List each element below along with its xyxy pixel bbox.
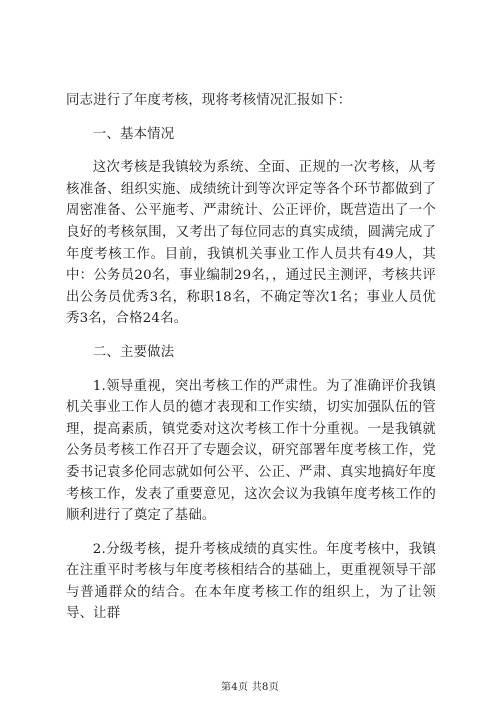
practice-paragraph-1: 1.领导重视，突出考核工作的严肃性。为了准确评价我镇机关事业工作人员的德才表现和工作实绩，切实加强队伍的管理，提高素质，镇党委对这次考核工作十分重视。一是我镇就公务员考核工作召开了专题会议，研究部署年度考核工作，党委书记袁多伦同志就如何公平、公正、严肃、真实地搞好年度考核工作，发表了重要意见，这次会议为我镇年度考核工作的顺利进行了奠定了基础。: [66, 378, 436, 524]
document-body: [66, 90, 436, 625]
practice-paragraph-2: 2.分级考核，提升考核成绩的真实性。年度考核中，我镇在注重平时考核与年度考核相结合的基础上，更重视领导干部与普通群众的结合。在本年度考核工作的组织上，为了让领导、让群: [66, 541, 436, 622]
basic-situation-paragraph: 这次考核是我镇较为系统、全面、正规的一次考核，从考核准备、组织实施、成绩统计到等次评定等各个环节都做到了周密准备、公平施考、严肃统计、公正评价，既营造出了一个良好的考核氛围，又考出了每位同志的真实成绩，圆满完成了年度考核工作。目前，我镇机关事业工作人员共有49人，其中：公务员20名，事业编制29名，，通过民主测评，考核共评出公务员优秀3名，称职18名，不确定等次1名；事业人员优秀3名，合格24名。: [66, 160, 436, 327]
page-number-footer: 第4页 共8页: [220, 682, 279, 693]
intro-paragraph: 同志进行了年度考核，现将考核情况汇报如下：: [66, 93, 352, 108]
section-heading-practices: 二、主要做法: [92, 344, 175, 360]
section-heading-basic: 一、基本情况: [92, 126, 175, 142]
